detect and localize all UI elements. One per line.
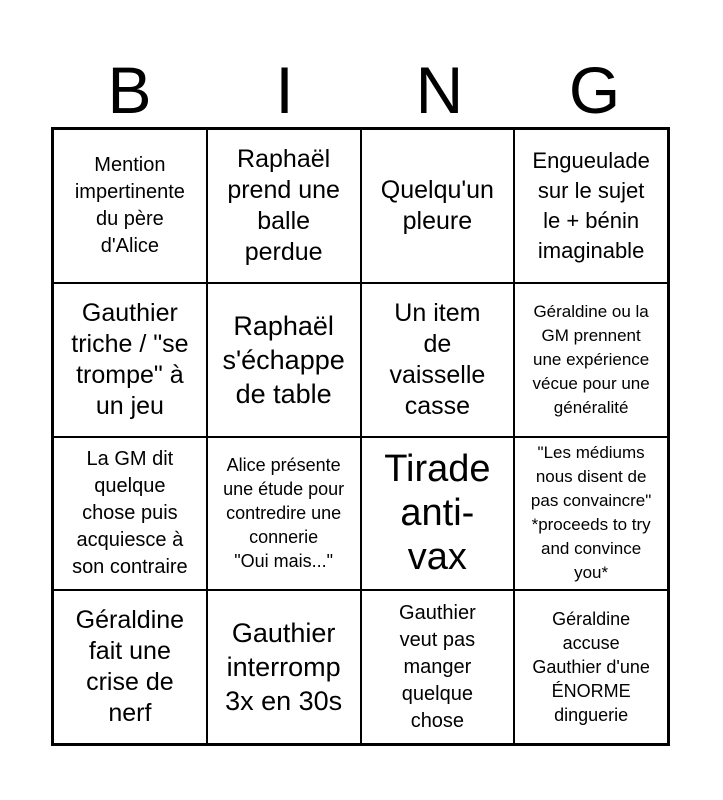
bingo-cell-text: Géraldine ou la GM prennent une expérience vécue pour une généralité [532,301,650,417]
bingo-cell[interactable] [361,437,515,591]
bingo-cell-text: Gauthier veut pas manger quelque chose [399,601,476,732]
bingo-cell-text: Alice présente une étude pour contredire une connerie "Oui mais..." [223,455,345,572]
bingo-cell-text: Raphaël s'échappe de table [222,310,345,409]
header-letter-i: I [275,53,294,127]
bingo-cell[interactable] [207,283,361,437]
bingo-cell-text: "Les médiums nous disent de pas convaincre" *proceeds to try and convince you* [530,443,652,583]
bingo-cell-text: Mention impertinente du père d'Alice [74,153,185,257]
header-letter-n: N [415,53,464,127]
bingo-cell[interactable] [53,129,207,283]
bingo-cell[interactable] [361,283,515,437]
bingo-cell[interactable] [207,129,361,283]
bingo-cell[interactable] [514,437,668,591]
bingo-cell-text: Un item de vaisselle casse [389,298,486,420]
bingo-cell-text: Gauthier interromp 3x en 30s [225,618,343,717]
bingo-cell[interactable] [361,129,515,283]
bingo-cell-text: Engueulade sur le sujet le + bénin imaginable [532,147,650,263]
header-letter-g: G [568,53,621,127]
bingo-cell[interactable] [207,590,361,744]
bingo-cell-text: Tirade anti- vax [384,448,491,579]
bingo-cell[interactable] [53,590,207,744]
bingo-cell-text: Gauthier triche / "se trompe" à un jeu [71,298,189,420]
bingo-header [52,52,672,128]
bingo-cell[interactable] [514,590,668,744]
bingo-cell[interactable] [514,129,668,283]
bingo-cell[interactable] [53,437,207,591]
bingo-cell[interactable] [207,437,361,591]
bingo-cell[interactable] [514,283,668,437]
bingo-cell[interactable] [361,590,515,744]
bingo-cell-text: Géraldine accuse Gauthier d'une ÉNORME dinguerie [532,609,650,726]
bingo-cell-text: Géraldine fait une crise de nerf [75,606,185,728]
bingo-cell-text: Quelqu'un pleure [380,175,494,235]
header-letter-b: B [107,53,152,127]
bingo-cell-text: Raphaël prend une balle perdue [227,144,340,266]
bingo-grid [51,127,670,746]
bingo-cell[interactable] [53,283,207,437]
bingo-cell-text: La GM dit quelque chose puis acquiesce à son contraire [72,447,188,578]
